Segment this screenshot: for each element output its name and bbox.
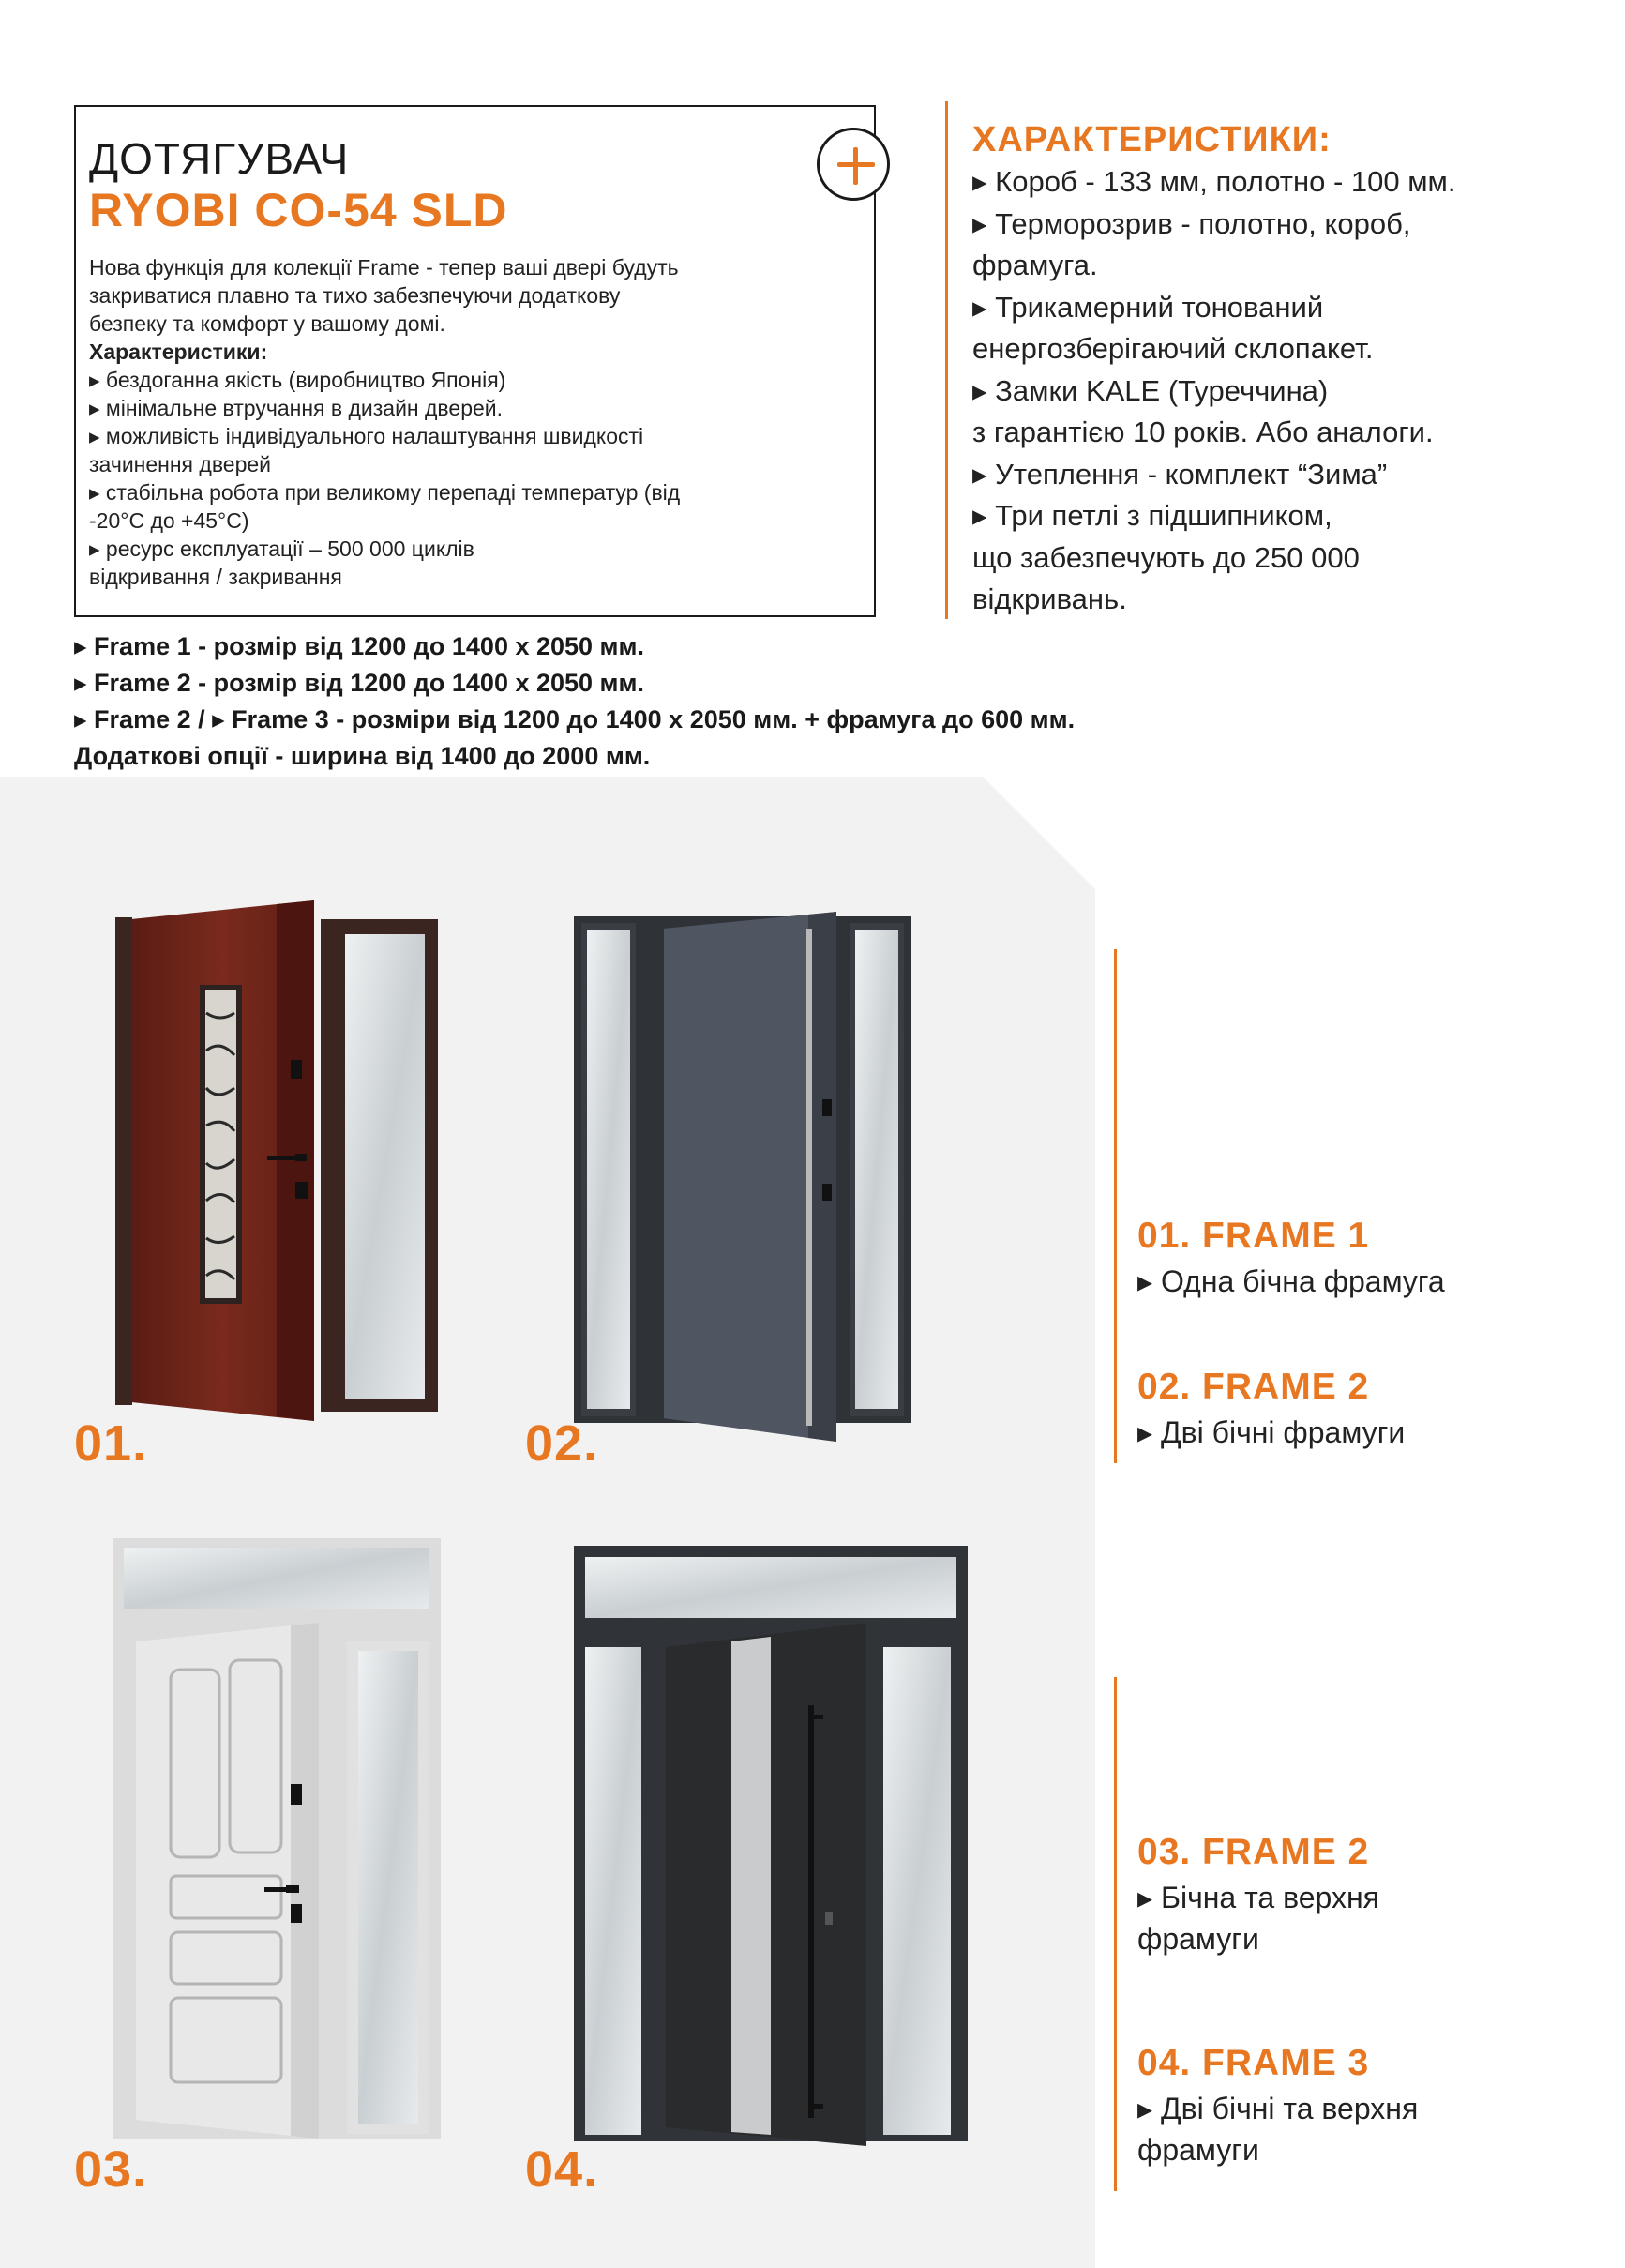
closer-intro-line: Нова функція для колекції Frame - тепер ваші двері будуть [89,255,679,280]
side-glass-left [585,1647,641,2135]
closer-feature-line: -20°С до +45°С) [89,508,249,533]
frame-label-4 [1137,2041,1418,2170]
frame-description: ▸ Одна бічна фрамуга [1137,1264,1445,1298]
frame-label-3 [1137,1830,1379,1959]
accent-divider [1114,1677,1117,2191]
frame-title: 04. FRAME 3 [1137,2043,1370,2083]
characteristics-list [972,161,1583,621]
characteristic-line: ▸ Короб - 133 мм, полотно - 100 мм. [972,165,1456,198]
side-glass [345,934,425,1399]
characteristic-line: фрамуга. [972,249,1098,281]
figure-number: 01. [74,1415,148,1472]
characteristic-line: енергозберігаючий склопакет. [972,332,1374,365]
frame-description: ▸ Дві бічні фрамуги [1137,1415,1406,1449]
characteristic-line: з гарантією 10 років. Або аналоги. [972,416,1434,448]
characteristic-line: ▸ Утеплення - комплект “Зима” [972,457,1388,491]
closer-intro-line: закриватися плавно та тихо забезпечуючи додаткову [89,283,621,308]
side-glass-right [883,1647,951,2135]
frame-description: ▸ Дві бічні та верхня [1137,2092,1419,2125]
closer-feature-line: ▸ ресурс експлуатації – 500 000 циклів [89,537,474,561]
figure-number: 03. [74,2141,148,2198]
characteristic-line: що забезпечують до 250 000 [972,540,1360,574]
frame-title: 03. FRAME 2 [1137,1832,1370,1872]
closer-features-heading: Характеристики: [89,340,268,364]
figure-number: 02. [525,1415,599,1472]
frame-label-1 [1137,1214,1445,1302]
frame-label-2 [1137,1365,1405,1453]
accent-divider [1114,949,1117,1463]
characteristic-line: ▸ Трикамерний тонований [972,290,1324,324]
characteristic-line: ▸ Терморозрив - полотно, короб, [972,206,1411,240]
top-glass [585,1557,956,1618]
size-line: Додаткові опції - ширина від 1400 до 2000 мм. [74,742,651,770]
closer-description [89,253,830,591]
characteristic-line: ▸ Три петлі з підшипником, [972,499,1332,532]
closer-intro-line: безпеку та комфорт у вашому домі. [89,311,445,336]
top-glass [124,1548,429,1609]
characteristic-line: ▸ Замки KALE (Туреччина) [972,373,1329,407]
frame-description: фрамуги [1137,2133,1259,2167]
door-frame2-image [574,912,911,1442]
characteristics-column [945,101,1583,619]
closer-model: RYOBI CO-54 SLD [89,184,508,236]
closer-feature-line: зачинення дверей [89,452,272,476]
closer-feature-line: ▸ мінімальне втручання в дизайн дверей. [89,396,504,420]
figure-number: 04. [525,2141,599,2198]
plus-icon[interactable] [817,128,890,201]
size-line: ▸ Frame 2 / ▸ Frame 3 - розміри від 1200 до 1400 х 2050 мм. + фрамуга до 600 мм. [74,705,1076,733]
size-options [74,628,1075,775]
closer-feature-line: ▸ можливість індивідуального налаштування швидкості [89,424,644,448]
side-glass-left [587,930,630,1409]
closer-feature-line: відкривання / закривання [89,565,342,589]
frame-title: 02. FRAME 2 [1137,1367,1370,1407]
closer-feature-line: ▸ стабільна робота при великому перепаді температур (від [89,480,681,505]
size-line: ▸ Frame 1 - розмір від 1200 до 1400 х 2050 мм. [74,632,644,660]
closer-title: ДОТЯГУВАЧ [89,134,350,183]
door-frame4-image [574,1546,968,2146]
frame-description: фрамуги [1137,1922,1259,1956]
door-frame1-image [113,891,450,1430]
characteristics-heading: ХАРАКТЕРИСТИКИ: [972,120,1332,159]
closer-info-box [74,105,876,617]
side-glass-right [855,930,898,1409]
frame-description: ▸ Бічна та верхня [1137,1881,1379,1914]
characteristic-line: відкривань. [972,582,1127,615]
closer-feature-line: ▸ бездоганна якість (виробництво Японія) [89,368,506,392]
frame-title: 01. FRAME 1 [1137,1216,1370,1256]
size-line: ▸ Frame 2 - розмір від 1200 до 1400 х 2050 мм. [74,669,644,697]
door-frame3-image [113,1538,450,2139]
side-glass [358,1651,418,2124]
